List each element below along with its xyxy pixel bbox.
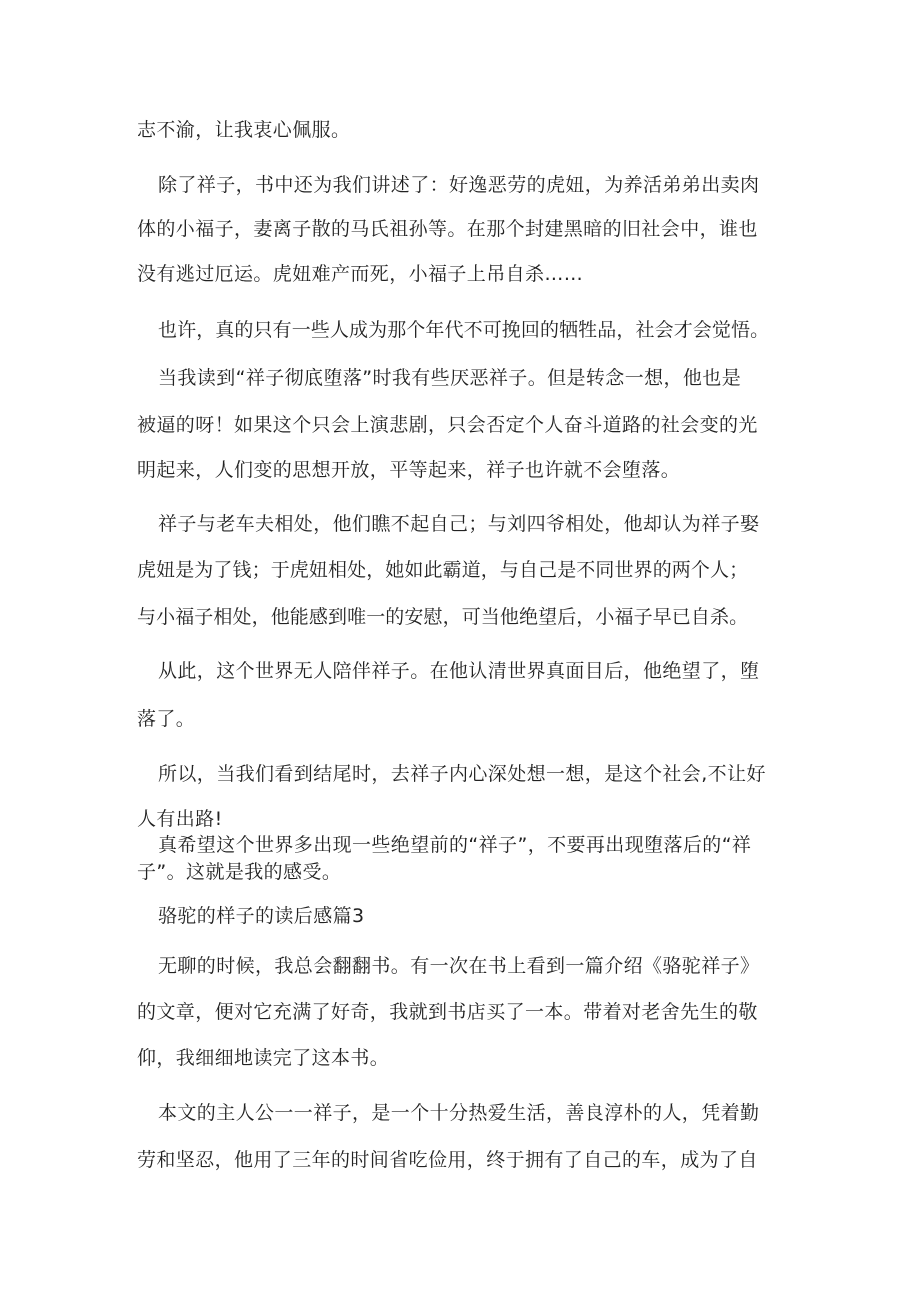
paragraph-start-line: 从此，这个世界无人陪伴祥子。在他认清世界真面目后，他绝望了，堕: [158, 660, 760, 682]
paragraph-start-line: 本文的主人公一一祥子，是一个十分热爱生活，善良淳朴的人，凭着勤: [158, 1102, 760, 1124]
text-line: 志不渝，让我衷心佩服。: [137, 119, 351, 141]
paragraph-start-line: 无聊的时候，我总会翻翻书。有一次在书上看到一篇介绍《骆驼祥子》: [158, 955, 760, 977]
paragraph-start-line: 当我读到“祥子彻底堕落”时我有些厌恶祥子。但是转念一想，他也是: [158, 367, 742, 389]
text-line: 子”。这就是我的感受。: [137, 861, 342, 883]
text-line: 被逼的呀！如果这个只会上演悲剧，只会否定个人奋斗道路的社会变的光: [137, 414, 758, 436]
text-line: 没有逃过厄运。虎妞难产而死，小福子上吊自杀……: [137, 263, 584, 285]
paragraph-start-line: 除了祥子，书中还为我们讲述了：好逸恶劳的虎妞，为养活弟弟出卖肉: [158, 174, 760, 196]
text-line: 虎妞是为了钱；于虎妞相处，她如此霸道，与自己是不同世界的两个人；: [137, 559, 749, 581]
paragraph-start-line: 祥子与老车夫相处，他们瞧不起自己；与刘四爷相处，他却认为祥子娶: [158, 513, 760, 535]
text-line: 落了。: [137, 708, 196, 730]
paragraph-start-line: 也许，真的只有一些人成为那个年代不可挽回的牺牲品，社会才会觉悟。: [158, 319, 770, 341]
text-line: 仰，我细细地读完了这本书。: [137, 1047, 390, 1069]
paragraph-start-line: 所以，当我们看到结尾时，去祥子内心深处想一想，是这个社会,不让好: [158, 763, 766, 785]
text-line: 劳和坚忍，他用了三年的时间省吃俭用，终于拥有了自己的车，成为了自: [137, 1149, 758, 1171]
paragraph-start-line: 真希望这个世界多出现一些绝望前的“祥子”，不要再出现堕落后的“祥: [158, 834, 752, 856]
text-line: 人有出路!: [137, 808, 223, 830]
text-line: 与小福子相处，他能感到唯一的安慰，可当他绝望后，小福子早已自杀。: [137, 606, 749, 628]
text-line: 的文章，便对它充满了好奇，我就到书店买了一本。带着对老舍先生的敬: [137, 1001, 758, 1023]
section-heading: 骆驼的样子的读后感篇3: [158, 905, 365, 927]
text-line: 体的小福子，妻离子散的马氏祖孙等。在那个封建黑暗的旧社会中，谁也: [137, 218, 758, 240]
text-line: 明起来，人们变的思想开放，平等起来，祥子也许就不会堕落。: [137, 459, 681, 481]
